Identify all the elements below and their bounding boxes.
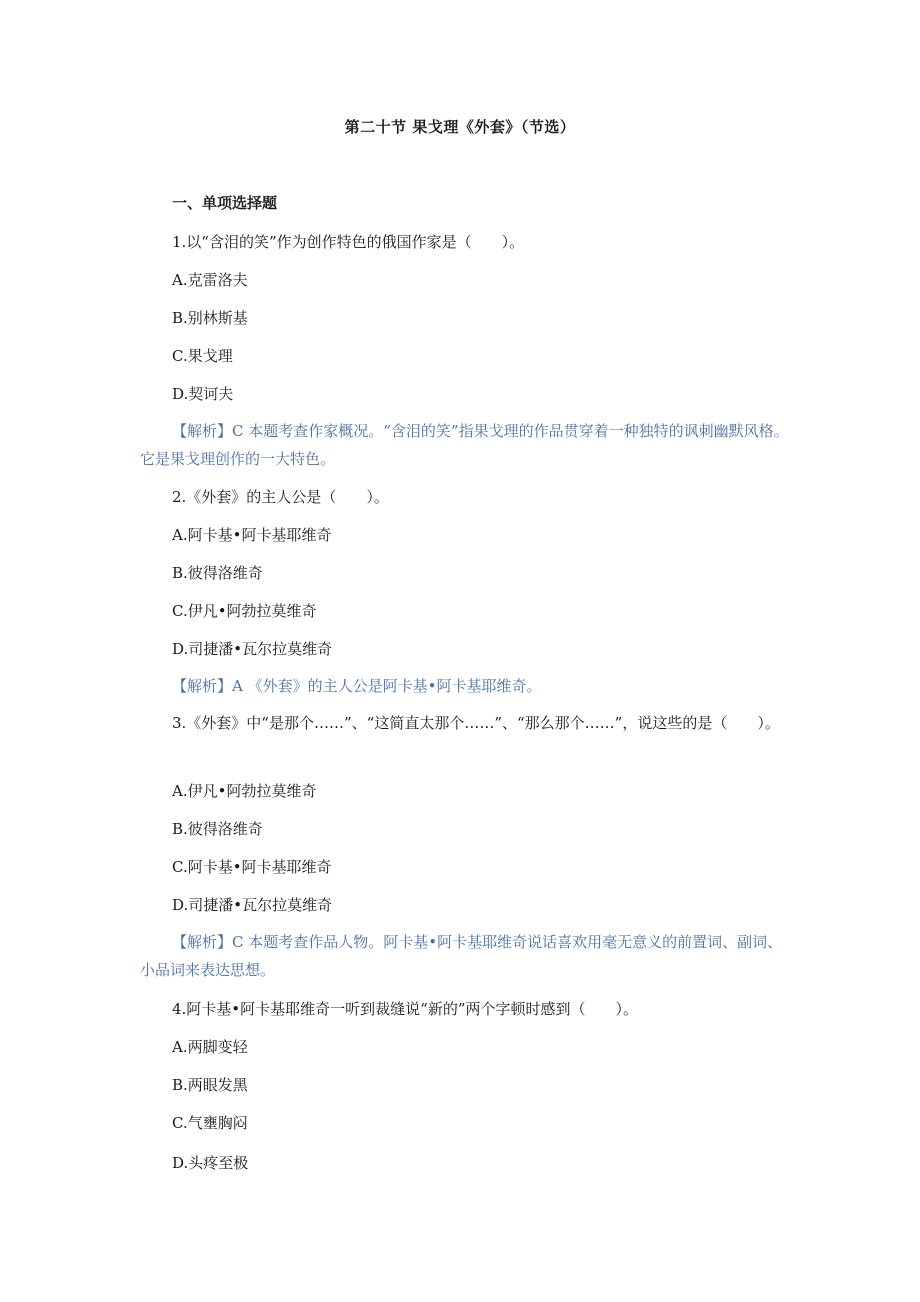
question-4-stem: 4.阿卡基•阿卡基耶维奇一听到裁缝说“新的”两个字顿时感到（ ）。 — [172, 1000, 638, 1018]
question-4-option-b: B.两眼发黑 — [172, 1076, 248, 1094]
question-2-stem: 2.《外套》的主人公是（ ）。 — [172, 488, 389, 506]
question-1-option-c: C.果戈理 — [172, 347, 233, 365]
question-2-analysis: 【解析】A 《外套》的主人公是阿卡基•阿卡基耶维奇。 — [172, 677, 542, 695]
section-heading: 一、单项选择题 — [172, 194, 278, 212]
question-1-option-d: D.契诃夫 — [172, 385, 234, 403]
document-title: 第二十节 果戈理《外套》（节选） — [344, 118, 576, 136]
question-1-analysis: 【解析】C 本题考查作家概况。“含泪的笑”指果戈理的作品贯穿着一种独特的讽刺幽默风格。它是果戈理创作的一大特色。 — [140, 422, 789, 468]
question-2-option-c: C.伊凡•阿勃拉莫维奇 — [172, 602, 317, 620]
question-2-option-b: B.彼得洛维奇 — [172, 564, 263, 582]
question-4-option-c: C.气壅胸闷 — [172, 1114, 248, 1132]
question-4-option-d: D.头疼至极 — [172, 1154, 249, 1172]
question-1-option-a: A.克雷洛夫 — [172, 271, 248, 289]
question-3-option-a: A.伊凡•阿勃拉莫维奇 — [172, 782, 317, 800]
question-3-option-d: D.司捷潘•瓦尔拉莫维奇 — [172, 896, 333, 914]
question-3-analysis: 【解析】C 本题考查作品人物。阿卡基•阿卡基耶维奇说话喜欢用毫无意义的前置词、副词、小品词来表达思想。 — [140, 933, 783, 979]
question-3-option-c: C.阿卡基•阿卡基耶维奇 — [172, 858, 332, 876]
question-1-stem: 1.以“含泪的笑”作为创作特色的俄国作家是（ ）。 — [172, 233, 525, 251]
question-4-option-a: A.两脚变轻 — [172, 1038, 248, 1056]
question-3-option-b: B.彼得洛维奇 — [172, 820, 263, 838]
question-3-stem: 3.《外套》中“是那个……”、“这简直太那个……”、“那么那个……”，说这些的是（ ）。 — [172, 714, 780, 732]
question-1-option-b: B.别林斯基 — [172, 309, 248, 327]
question-2-option-d: D.司捷潘•瓦尔拉莫维奇 — [172, 640, 333, 658]
question-2-option-a: A.阿卡基•阿卡基耶维奇 — [172, 526, 332, 544]
